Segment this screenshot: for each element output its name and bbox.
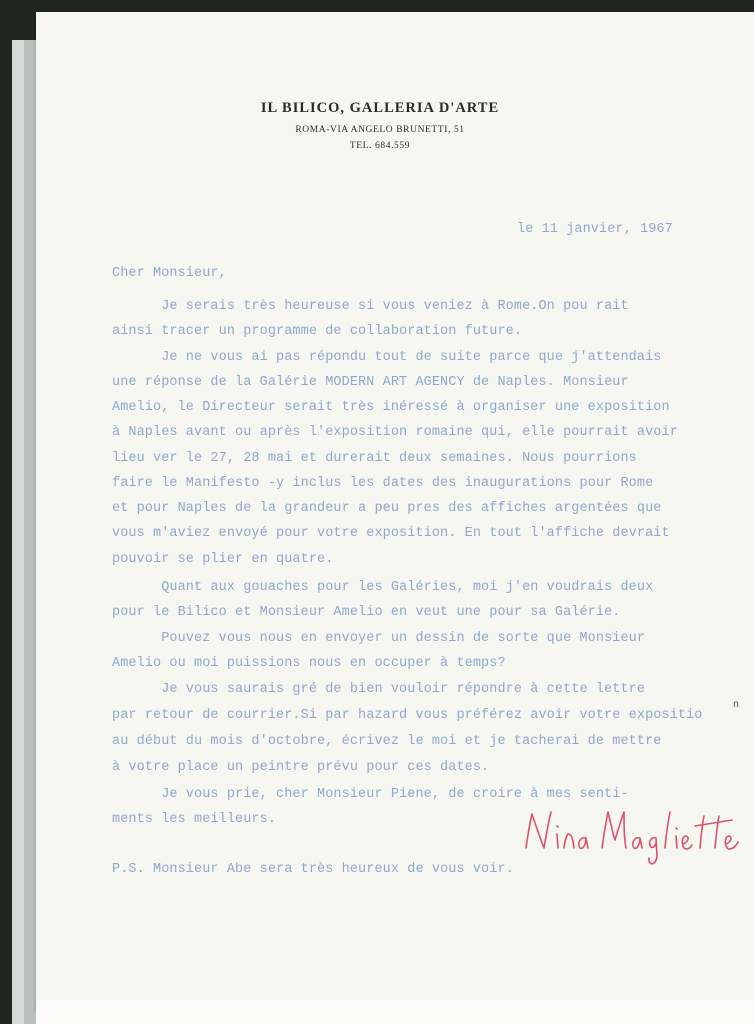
letterhead: [160, 100, 600, 151]
body-line: par retour de courrier.Si par hazard vous préférez avoir votre expositio: [112, 708, 703, 723]
body-line: Je vous saurais gré de bien vouloir répondre à cette lettre: [112, 682, 646, 697]
body-line: à votre place un peintre prévu pour ces dates.: [112, 760, 490, 775]
paper-bottom-edge: [36, 1000, 754, 1024]
body-line: pouvoir se plier en quatre.: [112, 552, 334, 567]
body-line: Je vous prie, cher Monsieur Piene, de croire à mes senti-: [112, 787, 629, 802]
letterhead-tel: TEL. 684.559: [349, 141, 411, 151]
body-line: vous m'aviez envoyé pour votre exposition. En tout l'affiche devrait: [112, 526, 670, 541]
signature: [520, 804, 750, 874]
body-line: lieu ver le 27, 28 mai et durerait deux semaines. Nous pourrions: [112, 451, 637, 466]
body-line: Je ne vous ai pas répondu tout de suite parce que j'attendais: [112, 350, 662, 365]
body-line: ments les meilleurs.: [112, 812, 277, 827]
body-line: et pour Naples de la grandeur a peu pres des affiches argentées que: [112, 501, 662, 516]
postscript: P.S. Monsieur Abe sera très heureux de vous voir.: [112, 862, 514, 877]
body-line: Amelio, le Directeur serait très inéressé à organiser une exposition: [112, 400, 670, 415]
body-line: au début du mois d'octobre, écrivez le moi et je tacherai de mettre: [112, 734, 662, 749]
body-line: à Naples avant ou après l'exposition romaine qui, elle pourrait avoir: [112, 425, 678, 440]
body-line: ainsi tracer un programme de collaboration future.: [112, 324, 523, 339]
letterhead-name: IL BILICO, GALLERIA D'ARTE: [260, 100, 500, 116]
body-line: Quant aux gouaches pour les Galéries, moi j'en voudrais deux: [112, 580, 654, 595]
letter-salutation: Cher Monsieur,: [112, 266, 227, 281]
body-line: faire le Manifesto -y inclus les dates des inaugurations pour Rome: [112, 476, 654, 491]
margin-mark: n: [733, 700, 740, 711]
body-line: pour le Bilico et Monsieur Amelio en veut une pour sa Galérie.: [112, 605, 621, 620]
letterhead-address: ROMA-VIA ANGELO BRUNETTI, 51: [295, 125, 465, 135]
letter-date: le 11 janvier, 1967: [517, 222, 673, 237]
body-line: Amelio ou moi puissions nous en occuper à temps?: [112, 656, 506, 671]
body-line: Pouvez vous nous en envoyer un dessin de sorte que Monsieur: [112, 631, 646, 646]
body-line: Je serais très heureuse si vous veniez à Rome.On pou rait: [112, 299, 629, 314]
body-line: une réponse de la Galérie MODERN ART AGENCY de Naples. Monsieur: [112, 375, 629, 390]
